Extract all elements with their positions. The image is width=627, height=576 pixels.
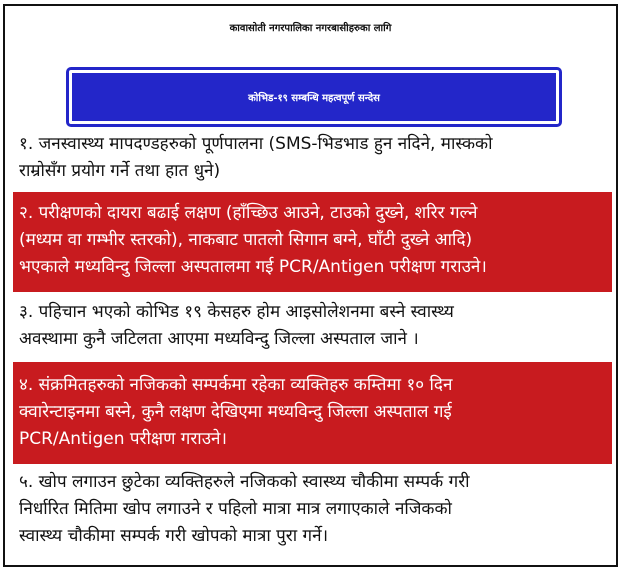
item-line: स्वास्थ्य चौकीमा सम्पर्क गरी खोपको मात्रा पुरा गर्ने। [19, 526, 329, 546]
item-line: अवस्थामा कुनै जटिलता आएमा मध्यविन्दु जिल्ला अस्पताल जाने । [19, 329, 419, 349]
notice-banner: कोभिड-१९ सम्बन्धि महत्वपूर्ण सन्देस [69, 70, 559, 124]
item-line: राम्रोसँग प्रयोग गर्ने तथा हात धुने) [19, 161, 221, 181]
item-line: ३. पहिचान भएको कोभिड १९ केसहरु होम आइसोलेशनमा बस्ने स्वास्थ्य [19, 302, 454, 322]
item-line: निर्धारित मितिमा खोप लगाउने र पहिलो मात्रा मात्र लगाएकाले नजिकको [19, 499, 452, 519]
notice-item-5 [13, 467, 612, 562]
notice-item-2-highlighted [13, 192, 612, 292]
item-line: ५. खोप लगाउन छुटेका व्यक्तिहरुले नजिकको स्वास्थ्य चौकीमा सम्पर्क गरी [19, 472, 470, 492]
item-line: क्वारेन्टाइनमा बस्ने, कुनै लक्षण देखिएमा मध्यविन्दु जिल्ला अस्पताल गई [19, 402, 452, 422]
notice-title: कावासोती नगरपालिका नगरबासीहरुका लागि [229, 23, 392, 34]
item-line: १. जनस्वास्थ्य मापदण्डहरुको पूर्णपालना (SMS-भिडभाड हुन नदिने, मास्कको [19, 134, 493, 154]
notice-item-3 [13, 296, 612, 358]
item-line: २. परीक्षणको दायरा बढाई लक्षण (हाँच्छिउ आउने, टाउको दुख्ने, शरिर गल्ने [19, 203, 478, 223]
item-line: ४. संक्रमितहरुको नजिकको सम्पर्कमा रहेका व्यक्तिहरु कम्तिमा १० दिन [19, 375, 453, 395]
item-line: (मध्यम वा गम्भीर स्तरको), नाकबाट पातलो सिगान बग्ने, घाँटी दुख्ने आदि) [19, 230, 473, 250]
notice-item-1 [13, 128, 612, 188]
notice-frame [3, 4, 618, 567]
item-line: PCR/Antigen परीक्षण गराउने। [19, 429, 227, 449]
item-line: भएकाले मध्यविन्दु जिल्ला अस्पतालमा गई PCR/Antigen परीक्षण गराउने। [19, 257, 487, 277]
notice-item-4-highlighted [13, 362, 612, 464]
